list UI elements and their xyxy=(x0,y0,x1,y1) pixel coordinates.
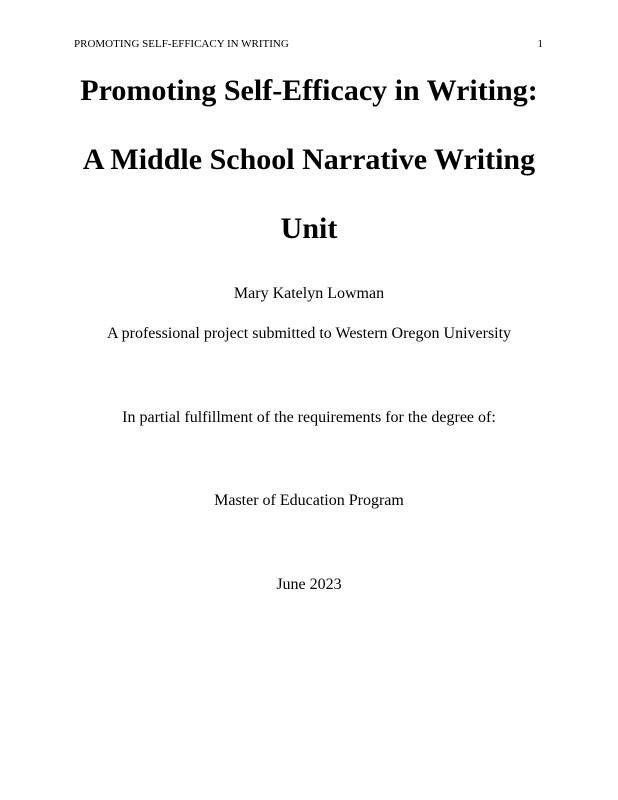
fulfillment-statement: In partial fulfillment of the requirements for the degree of: xyxy=(122,409,496,426)
title-line-2: A Middle School Narrative Writing xyxy=(82,143,536,176)
submission-date: June 2023 xyxy=(276,576,342,593)
author-name: Mary Katelyn Lowman xyxy=(233,285,385,302)
submission-statement: A professional project submitted to Western Oregon University xyxy=(106,325,512,342)
running-head: PROMOTING SELF-EFFICACY IN WRITING xyxy=(74,38,289,50)
title-line-3: Unit xyxy=(280,212,338,245)
page-number: 1 xyxy=(537,38,543,50)
degree-program: Master of Education Program xyxy=(214,492,404,509)
title-line-1: Promoting Self-Efficacy in Writing: xyxy=(80,74,538,107)
